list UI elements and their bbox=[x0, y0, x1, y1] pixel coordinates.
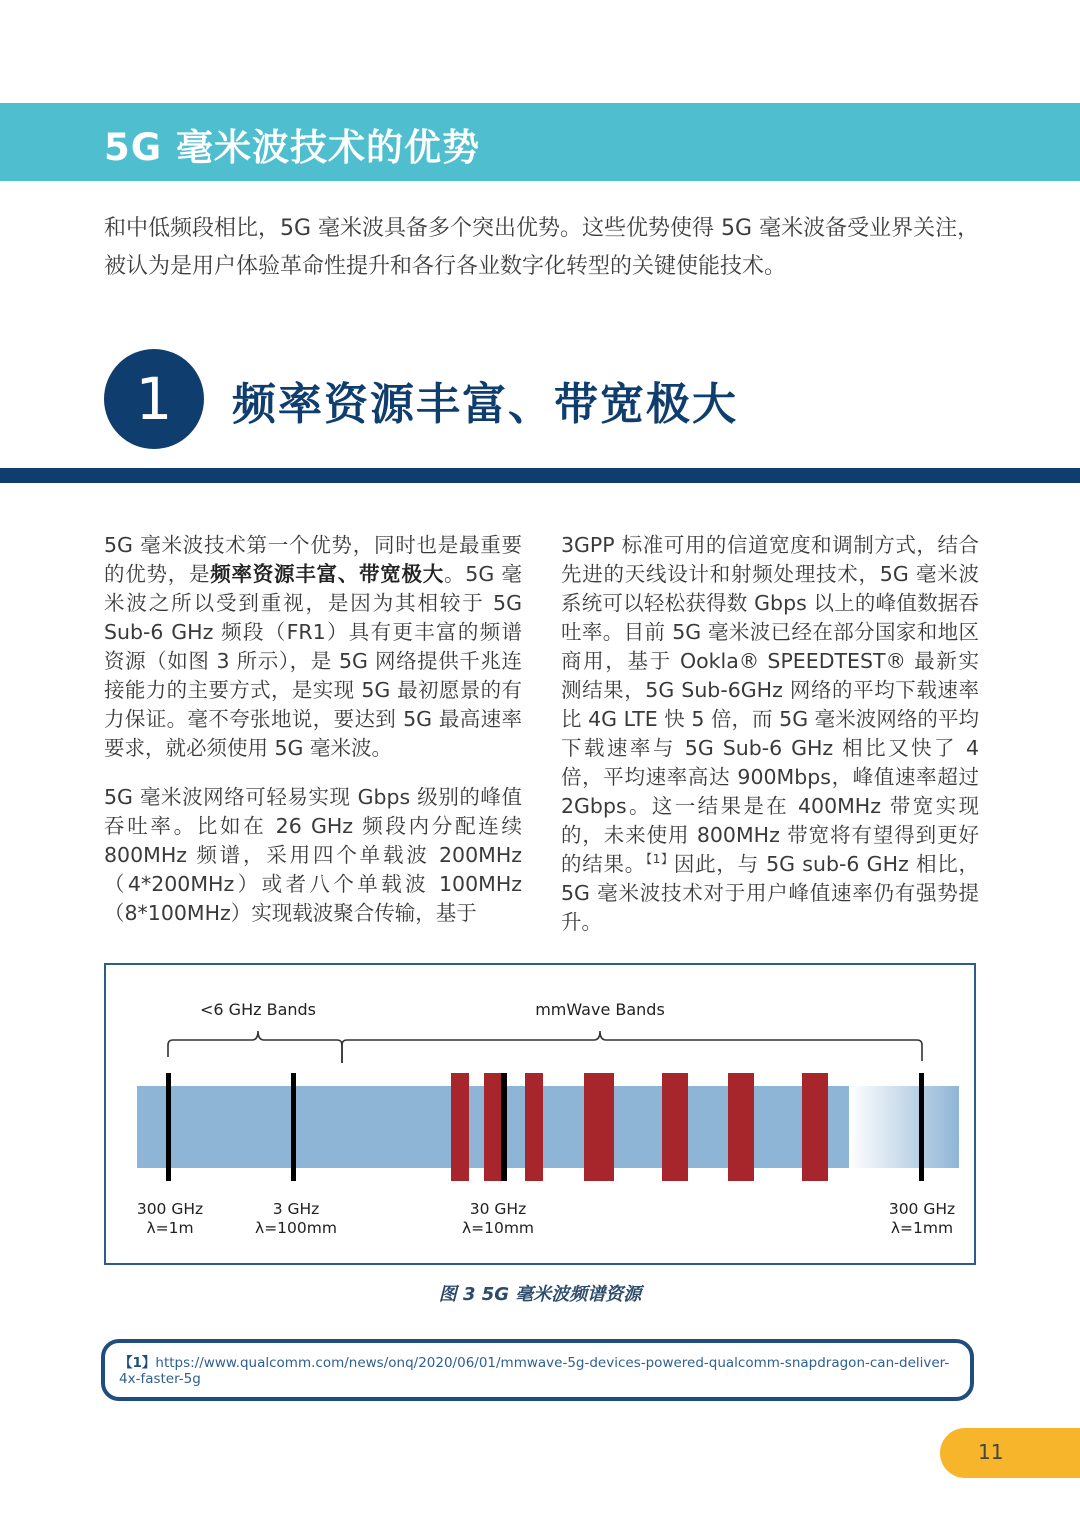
spectrum-band-fade bbox=[849, 1086, 959, 1168]
tick-line bbox=[291, 1073, 296, 1181]
section-header-bar bbox=[0, 103, 1080, 181]
bracket-left bbox=[168, 1031, 342, 1063]
reference-box bbox=[101, 1339, 974, 1401]
spectrum-figure bbox=[104, 963, 976, 1265]
reference-marker: 【1】 bbox=[119, 1355, 156, 1371]
tick-freq-label: 30 GHz bbox=[469, 1200, 527, 1218]
left-paragraph-1: 5G 毫米波技术第一个优势，同时也是最重要的优势，是频率资源丰富、带宽极大。5G 毫米波之所以受到重视，是因为其相较于 5G Sub-6 GHz 频段（FR1）具有更丰富的频谱资源（如图 3 所示），是 5G 网络提供千兆连接能力的主要方式，是实现 5G 最初愿景的有力保证。毫不夸张地说，要达到 5G 最高速率要求，就必须使用 5G 毫米波。 bbox=[104, 533, 522, 760]
tick-freq-label: 3 GHz bbox=[272, 1200, 320, 1218]
emphasis-text: 频率资源丰富、带宽极大 bbox=[210, 562, 445, 586]
mmwave-block bbox=[584, 1073, 614, 1181]
reference-link[interactable]: https://www.qualcomm.com/news/onq/2020/06/01/mmwave-5g-devices-powered-qualcomm-snapdragon-can-deliver-4x-faster-5g bbox=[119, 1355, 950, 1387]
left-column bbox=[104, 531, 522, 928]
mmwave-block bbox=[451, 1073, 469, 1181]
footnote-marker[interactable]: 【1】 bbox=[645, 852, 674, 867]
spectrum-diagram bbox=[106, 965, 978, 1267]
tick-wavelength-label: λ=1m bbox=[146, 1219, 194, 1237]
tick-line bbox=[501, 1073, 507, 1181]
bracket-left-label: <6 GHz Bands bbox=[200, 1000, 316, 1019]
tick-line bbox=[166, 1073, 171, 1181]
page-number-tab bbox=[940, 1428, 1080, 1478]
section-number-badge: 1 bbox=[104, 349, 204, 449]
mmwave-block bbox=[525, 1073, 543, 1181]
figure-caption: 图 3 5G 毫米波频谱资源 bbox=[438, 1284, 642, 1305]
mmwave-block bbox=[484, 1073, 502, 1181]
tick-line bbox=[919, 1073, 924, 1181]
bracket-right bbox=[342, 1031, 922, 1063]
mmwave-block bbox=[728, 1073, 754, 1181]
tick-freq-label: 300 GHz bbox=[888, 1200, 956, 1218]
section-divider bbox=[0, 468, 1080, 483]
left-paragraph-2: 5G 毫米波网络可轻易实现 Gbps 级别的峰值吞吐率。比如在 26 GHz 频段内分配连续 800MHz 频谱，采用四个单载波 200MHz（4*200MHz）或者八个单载波 100MHz（8*100MHz）实现载波聚合传输，基于 bbox=[104, 785, 522, 925]
page-heading: 5G 毫米波技术的优势 bbox=[104, 126, 480, 169]
mmwave-block bbox=[662, 1073, 688, 1181]
tick-wavelength-label: λ=1mm bbox=[890, 1219, 954, 1237]
tick-wavelength-label: λ=10mm bbox=[461, 1219, 535, 1237]
right-column bbox=[561, 531, 979, 937]
mmwave-block bbox=[802, 1073, 828, 1181]
section-title: 频率资源丰富、带宽极大 bbox=[232, 379, 738, 430]
tick-wavelength-label: λ=100mm bbox=[255, 1219, 337, 1237]
intro-paragraph: 和中低频段相比，5G 毫米波具备多个突出优势。这些优势使得 5G 毫米波备受业界关注，被认为是用户体验革命性提升和各行各业数字化转型的关键使能技术。 bbox=[104, 216, 980, 279]
right-paragraph: 3GPP 标准可用的信道宽度和调制方式，结合先进的天线设计和射频处理技术，5G 毫米波系统可以轻松获得数 Gbps 以上的峰值数据吞吐率。目前 5G 毫米波已经在部分国家和地区商用，基于 Ookla® SPEEDTEST® 最新实测结果，5G Sub-6GHz 网络的平均下载速率比 4G LTE 快 5 倍，而 5G 毫米波网络的平均下载速率与 5G Sub-6 GHz 相比又快了 4 倍，平均速率高达 900Mbps，峰值速率超过 2Gbps。这一结果是在 400MHz 带宽实现的，未来使用 800MHz 带宽将有望得到更好的结果。$^{【1】}$因此，与 5G sub-6 GHz 相比，5G 毫米波技术对于用户峰值速率仍有强势提升。 bbox=[561, 533, 979, 934]
bracket-right-label: mmWave Bands bbox=[535, 1000, 665, 1019]
tick-freq-label: 300 GHz bbox=[136, 1200, 204, 1218]
page-number: 11 bbox=[978, 1440, 1004, 1464]
